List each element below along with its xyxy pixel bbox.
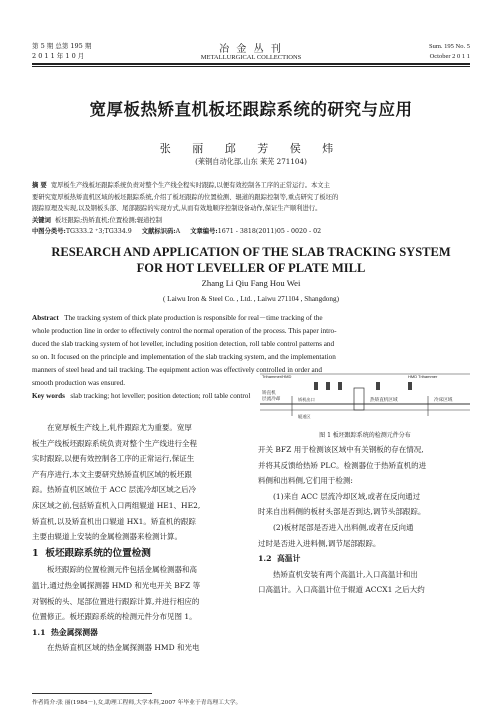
body-line: 对钢板的头、尾部位置进行跟踪计算,并进行相应的	[32, 596, 200, 606]
body-line: 在热矫直机区域的热金属探测器 HMD 和光电	[47, 643, 200, 653]
sensor-marker	[314, 382, 318, 390]
zone-leveller-label: 热矫直机区域	[370, 398, 398, 403]
body-line: 热矫直机安装有两个高温计,入口高温计和出	[273, 569, 418, 579]
journal-name-cn: 冶 金 丛 刊	[219, 44, 283, 55]
header-rule-thin	[32, 66, 470, 67]
sensor-marker	[338, 382, 342, 390]
abstract-cn	[32, 180, 472, 238]
right-column	[258, 442, 472, 598]
zone-cooling-label: 层流冷却	[262, 397, 281, 402]
body-line: 实时跟踪,以便有效控制各工序的正常运行,保证生	[32, 454, 195, 464]
doc-code-label: 文献标识码:	[141, 228, 176, 235]
abstract-en-line: whole production line in order to effectively control the normal operation of the process. This paper intro-	[32, 327, 337, 335]
month-en: October 2 0 1 1	[429, 53, 470, 60]
date-label: 2 0 1 1 年 1 0 月	[32, 52, 85, 60]
article-id-label: 文章编号:	[190, 228, 218, 235]
abstract-en-line: smooth production was ensured.	[32, 379, 126, 387]
figure-1-diagram	[258, 370, 472, 426]
section-1-2-heading	[258, 551, 472, 567]
body-line: 踪。热矫直机区域位于 ACC 层流冷却区域之后冷	[32, 485, 197, 495]
doc-code-value: A	[175, 228, 181, 235]
leveller-box	[354, 388, 364, 410]
clc-label: 中图分类号:	[32, 228, 66, 235]
abstract-cn-line: 跟踪原理及实现,以及钢板头部、尾部跟踪的实现方式,从而有效地顺序控制设备动作,保证生产顺利进行。	[32, 205, 322, 212]
authors-cn: 张 丽 邱 芳 侯 炜	[159, 142, 343, 155]
clc-value: TG333.2 ⁺3;TG334.9	[65, 228, 132, 235]
sensor-marker	[376, 382, 380, 390]
body-line: 板生产线板坯跟踪系统负责对整个生产线进行全程	[32, 438, 197, 448]
keywords-en: slab tracking; hot leveller; position detection; roll table control	[70, 392, 251, 400]
section-1-2-number: 1.2	[258, 554, 272, 564]
sensor-marker	[326, 382, 330, 390]
abstract-en-line: duced the slab tracking system of hot leveller, including position detection, roll table control patterns and	[32, 340, 335, 348]
authors-en: Zhang Li Qiu Fang Hou Wei	[201, 278, 301, 288]
section-1-1-title: 热金属探测器	[51, 627, 98, 637]
zone-water-label: 矫直机	[262, 391, 276, 396]
keywords-cn: 板坯跟踪;热矫直机;位置检测;辊道控制	[54, 216, 163, 224]
body-line: 过时是否进入进料侧,调节尾部跟踪。	[258, 538, 381, 548]
roll-right-label: 辊道区	[298, 414, 311, 419]
issue-label: 第 5 期 总第 195 期	[32, 42, 92, 50]
body-line: 料侧和出料侧,它们用于检测:	[258, 476, 353, 486]
paper-title-cn: 宽厚板热矫直机板坯跟踪系统的研究与应用	[89, 100, 413, 119]
body-line: (1)来自 ACC 层流冷却区域,或者在反向通过	[273, 491, 421, 501]
keywords-cn-label: 关键词	[32, 216, 51, 224]
keywords-en-label: Key words	[32, 392, 65, 400]
abstract-en-label: Abstract	[32, 314, 59, 322]
journal-name-en: METALLURGICAL COLLECTIONS	[200, 54, 302, 61]
affiliation-cn: (莱钢自动化部,山东 莱芜 271104)	[195, 157, 307, 166]
body-line: 口高温计。入口高温计位于辊道 ACCX1 之后大约	[258, 585, 425, 595]
body-line: 主要由辊道上安装的金属检测器来检测计算。	[32, 532, 182, 542]
body-line: 并将其反馈给热矫 PLC。检测器位于热矫直机的进	[258, 460, 427, 470]
abstract-cn-line: 宽厚板生产线板坯跟踪系统负责对整个生产线全程实时跟踪,以便有效控制各工序的正常运行。本文主	[50, 182, 330, 189]
body-line: 矫直机,以及矫直机出口辊道 HX1。矫直机的跟踪	[32, 516, 196, 526]
section-1-heading	[32, 546, 244, 562]
header-rule	[32, 63, 470, 65]
body-line: 产有序进行,本文主要研究热矫直机区域的板坯跟	[32, 469, 192, 479]
body-line: (2)板材尾部是否进入出料侧,或者在反向通	[273, 522, 414, 532]
body-line: 时来自出料侧的板材头部是否到达,调节头部跟踪。	[258, 507, 426, 517]
abstract-en-line: so on. It focused on the principle and implementation of the slab tracking system, and the implementation	[32, 353, 336, 361]
footnote-rule	[32, 693, 152, 694]
abstract-cn-line: 要研究宽厚板热矫直机区域的板坯跟踪系统,介绍了板坯跟踪的位置检测、辊道的跟踪控制等,重点研究了板坯的	[32, 193, 339, 201]
body-line: 开关 BFZ 用于检测该区域中有关钢板的存在情况,	[258, 445, 424, 454]
body-line: 板坯跟踪的位置检测元件包括金属检测器和高	[47, 565, 197, 575]
figure-1-svg	[258, 370, 472, 426]
abstract-en-line: manners of steel head and tail tracking. The equipment action was effectively controlled in order and	[32, 366, 322, 374]
paper-title-en-line1: RESEARCH AND APPLICATION OF THE SLAB TRACKING SYSTEM	[51, 245, 451, 259]
sensor-marker	[408, 382, 412, 390]
section-1-1-heading	[32, 625, 244, 641]
body-line: 在宽厚板生产线上,轧件跟踪尤为重要。宽厚	[47, 423, 192, 432]
section-1-number: 1	[32, 547, 39, 559]
section-1-1-number: 1.1	[32, 627, 46, 637]
hmd-label-right: HMD Trihammer	[408, 374, 438, 379]
author-footnote: 作者简介:张 丽(1984－),女,助理工程师,大学本科,2007 年毕业于青岛理工大学。	[32, 700, 242, 706]
zone-cold-label: 冷床区域	[434, 398, 453, 403]
section-1-2-title: 高温计	[277, 554, 301, 564]
body-line: 温计,通过热金属探测器 HMD 和光电开关 BFZ 等	[32, 580, 201, 590]
article-id-value: 1671 - 3818(2011)05 - 0020 - 02	[217, 228, 322, 235]
abstract-cn-label: 摘 要	[32, 182, 47, 189]
paper-title-en-line2: FOR HOT LEVELLER OF PLATE MILL	[136, 261, 366, 275]
affiliation-en: ( Laiwu Iron & Steel Co. , Ltd. , Laiwu 271104 , Shangdong)	[162, 295, 339, 303]
figure-1-caption: 图 1 板坯跟踪系统的检测元件分布	[319, 432, 411, 439]
roll-left-label: 矫机出口	[298, 397, 315, 402]
abstract-en-line: The tracking system of thick plate production is responsible for real－time tracking of the	[64, 314, 323, 322]
body-line: 位置修正。板坯跟踪系统的检测元件分布见图 1。	[32, 612, 197, 622]
section-1-title: 板坯跟踪系统的位置检测	[45, 547, 151, 559]
body-line: 床区域之前,包括矫直机入口两组辊道 HE1、HE2,	[32, 500, 201, 510]
left-column	[32, 420, 244, 656]
hmd-label-left: Trihammer/HMD	[262, 374, 292, 379]
sum-number: Sum. 195 No. 5	[429, 43, 470, 50]
